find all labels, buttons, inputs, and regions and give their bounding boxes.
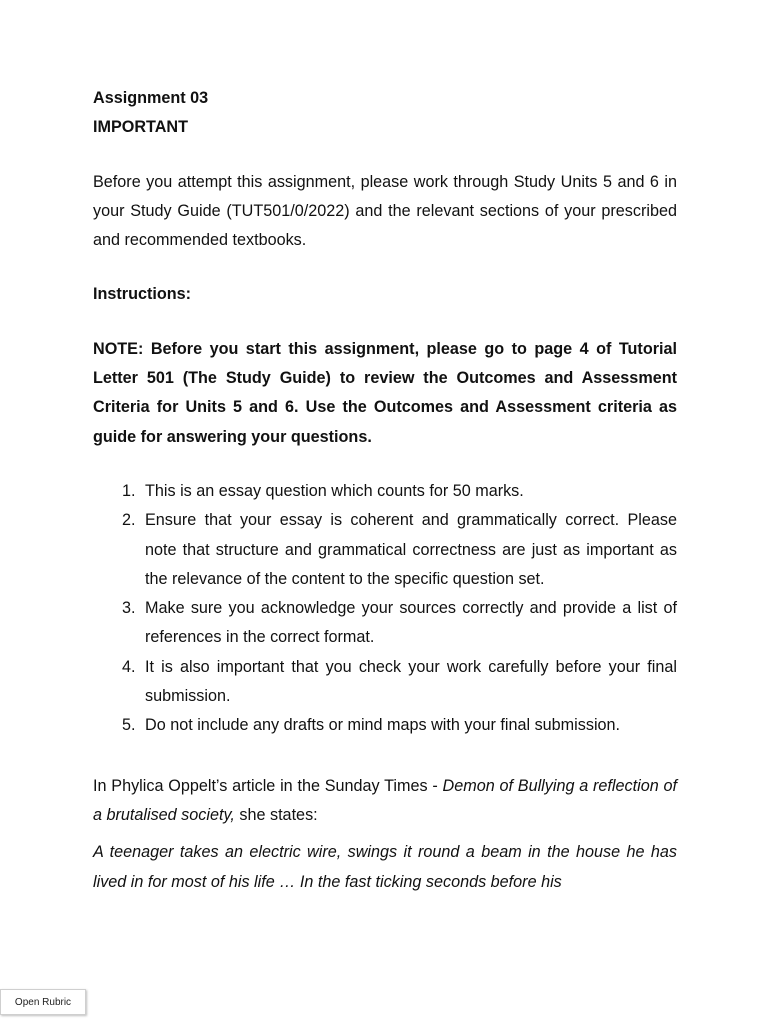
instructions-heading: Instructions: [93,285,192,304]
list-item-number: 5. [122,716,136,735]
document-page [93,84,677,897]
important-label: IMPORTANT [93,118,189,137]
intro-paragraph: Before you attempt this assignment, please work through Study Units 5 and 6 in your Study Guide (TUT501/0/2022) and the relevant sections of your prescribed and recommended textbooks. [93,172,677,250]
list-item [93,653,677,712]
list-item-number: 1. [122,481,136,500]
list-item-number: 3. [122,599,136,618]
article-intro-suffix: she states: [234,805,318,824]
list-item [93,477,677,506]
open-rubric-button[interactable] [0,989,86,1015]
list-item-number: 2. [122,511,136,530]
list-item-text: Do not include any drafts or mind maps with your final submission. [145,716,621,735]
list-item [93,594,677,653]
list-item [93,506,677,594]
list-item-text: Make sure you acknowledge your sources correctly and provide a list of references in the correct format. [145,599,677,647]
list-item-text: Ensure that your essay is coherent and grammatically correct. Please note that structure and grammatical correctness are just as important as the relevance of the content to the specific question set. [145,511,677,588]
note-paragraph: NOTE: Before you start this assignment, please go to page 4 of Tutorial Letter 501 (The Study Guide) to review the Outcomes and Assessment Criteria for Units 5 and 6. Use the Outcomes and Assessment criteria as guide for answering your questions. [93,339,677,446]
list-item-number: 4. [122,657,136,676]
open-rubric-label: Open Rubric [14,996,72,1008]
document-header [93,84,677,143]
assignment-title: Assignment 03 [93,89,209,107]
instructions-list [93,477,677,741]
list-item-text: It is also important that you check your work carefully before your final submission. [145,657,677,706]
article-intro-prefix: In Phylica Oppelt’s article in the Sunday Times - [93,776,443,795]
article-quote: A teenager takes an electric wire, swings it round a beam in the house he has lived in for most of his life … In the fast ticking seconds before his [93,843,677,891]
article-title: Demon of Bullying a reflection of a brutalised society, [93,776,678,824]
list-item [93,711,677,740]
list-item-text: This is an essay question which counts for 50 marks. [145,481,524,500]
article-intro [93,772,677,831]
